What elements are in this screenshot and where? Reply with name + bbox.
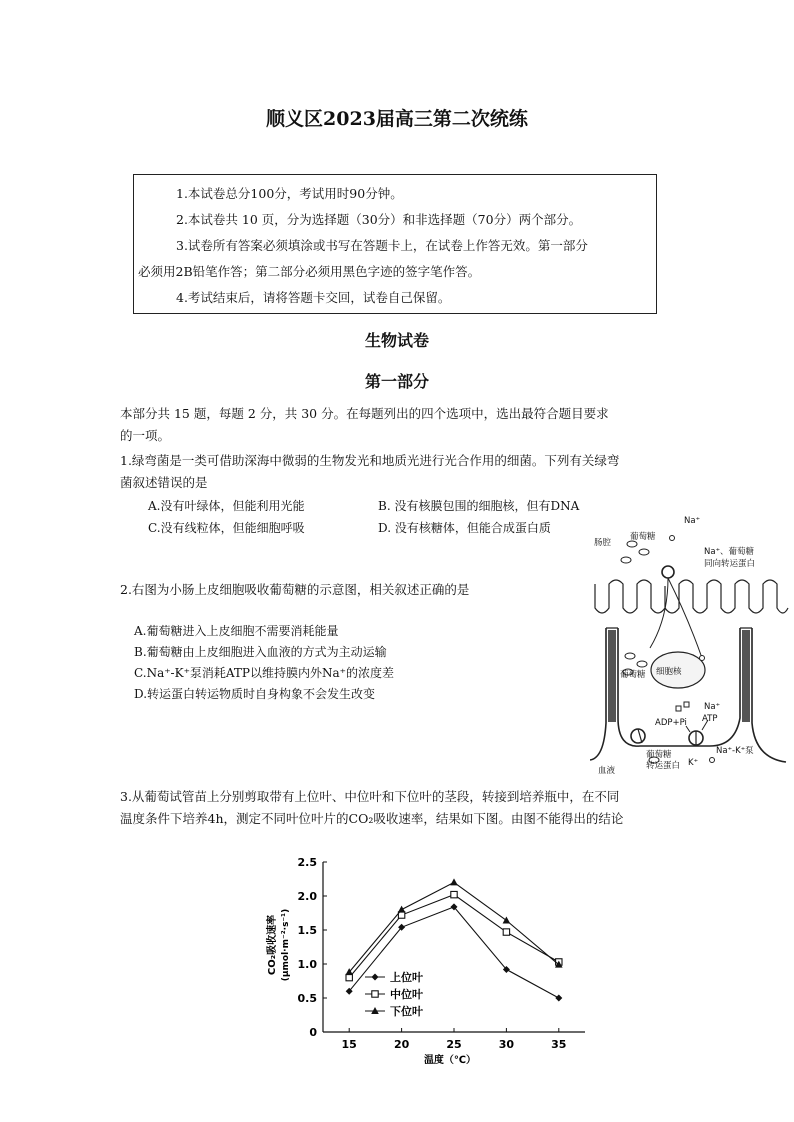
chart-point-triangle (503, 916, 511, 923)
chart-point-diamond (555, 995, 562, 1002)
chart-xlabel: 温度（℃） (423, 1055, 477, 1066)
label-glucose-mid: 葡萄糖 (620, 670, 646, 680)
chart-x-tick-label: 25 (446, 1038, 462, 1051)
q3-stem-2: 温度条件下培养4h，测定不同叶位叶片的CO₂吸收速率，结果如下图。由图不能得出的结论 (120, 811, 624, 826)
label-na-top: Na⁺ (684, 516, 701, 526)
chart-legend-label: 中位叶 (390, 988, 423, 1001)
chart-x-tick-label: 15 (341, 1038, 357, 1051)
label-pump: Na⁺-K⁺泵 (716, 746, 754, 756)
intro-line-2: 的一项。 (120, 428, 171, 443)
chart-y-tick-label: 1.5 (297, 924, 317, 937)
q2-option-c: C.Na⁺-K⁺泵消耗ATP以维持膜内外Na⁺的浓度差 (134, 666, 394, 680)
label-cotransporter-2: 同向转运蛋白 (704, 559, 756, 569)
chart-point-triangle (398, 906, 406, 913)
q3-stem-1: 3.从葡萄试管苗上分别剪取带有上位叶、中位叶和下位叶的茎段，转接到培养瓶中，在不同 (120, 789, 620, 804)
label-k: K⁺ (688, 758, 699, 768)
chart-x-tick-label: 20 (393, 1038, 410, 1051)
cell-diagram (590, 508, 790, 780)
chart-point-square (503, 929, 509, 935)
label-adp: ADP+Pi (655, 718, 687, 728)
chart-series-line (349, 907, 559, 998)
label-blood: 血液 (598, 766, 616, 776)
chart-ylabel: CO₂吸收速率 (267, 914, 278, 976)
notice-line-2: 2.本试卷共 10 页，分为选择题（30分）和非选择题（70分）两个部分。 (176, 212, 582, 227)
part-title: 第一部分 (364, 372, 429, 391)
q2-option-b: B.葡萄糖由上皮细胞进入血液的方式为主动运输 (134, 645, 387, 659)
q2-option-d: D.转运蛋白转运物质时自身构象不会发生改变 (134, 687, 376, 701)
chart-y-tick-label: 2.0 (297, 890, 317, 903)
chart-y-tick-label: 1.0 (297, 958, 317, 971)
notice-line-1: 1.本试卷总分100分，考试用时90分钟。 (176, 186, 403, 201)
q1-stem-2: 菌叙述错误的是 (120, 475, 208, 490)
chart-point-square (372, 991, 378, 997)
notice-box (133, 174, 657, 314)
chart-legend-label: 下位叶 (390, 1005, 423, 1018)
intro-line-1: 本部分共 15 题，每题 2 分，共 30 分。在每题列出的四个选项中，选出最符合题目要求 (120, 406, 609, 421)
label-intestine: 肠腔 (594, 538, 612, 548)
chart-y-tick-label: 0.5 (297, 992, 317, 1005)
q1-option-b: B. 没有核膜包围的细胞核，但有DNA (378, 499, 580, 513)
notice-line-4: 4.考试结束后，请将答题卡交回，试卷自己保留。 (176, 290, 451, 305)
page-title: 顺义区2023届高三第二次统练 (266, 108, 528, 130)
label-na-right: Na⁺ (704, 702, 721, 712)
chart-point-square (451, 891, 457, 897)
chart-yunit: (μmol·m⁻²·s⁻¹) (281, 908, 291, 982)
label-cotransporter-1: Na⁺、葡萄糖 (704, 547, 755, 557)
subject-title: 生物试卷 (364, 331, 429, 350)
chart-x-tick-label: 35 (551, 1038, 567, 1051)
q1-stem-1: 1.绿弯菌是一类可借助深海中微弱的生物发光和地质光进行光合作用的细菌。下列有关绿弯 (120, 453, 620, 468)
chart-x-tick-label: 30 (498, 1038, 515, 1051)
notice-line-3b: 必须用2B铅笔作答；第二部分必须用黑色字迹的签字笔作答。 (138, 264, 481, 279)
q1-option-a: A.没有叶绿体，但能利用光能 (148, 499, 305, 513)
notice-line-3: 3.试卷所有答案必须填涂或书写在答题卡上，在试卷上作答无效。第一部分 (176, 238, 588, 253)
label-atp: ATP (702, 714, 718, 724)
chart-point-diamond (372, 974, 379, 981)
q1-option-d: D. 没有核糖体，但能合成蛋白质 (378, 521, 551, 535)
label-nucleus: 细胞核 (656, 667, 682, 677)
label-transporter-1: 葡萄糖 (646, 750, 672, 760)
q1-option-c: C.没有线粒体，但能细胞呼吸 (148, 521, 305, 535)
chart-point-triangle (450, 878, 458, 885)
chart-y-tick-label: 0 (309, 1026, 317, 1039)
chart-legend-label: 上位叶 (390, 971, 423, 984)
label-glucose-top: 葡萄糖 (630, 532, 656, 542)
label-transporter-2: 转运蛋白 (646, 761, 681, 771)
chart-point-square (346, 974, 352, 980)
q2-option-a: A.葡萄糖进入上皮细胞不需要消耗能量 (134, 624, 339, 638)
chart-y-tick-label: 2.5 (297, 856, 317, 869)
q2-stem: 2.右图为小肠上皮细胞吸收葡萄糖的示意图，相关叙述正确的是 (120, 582, 470, 597)
co2-rate-chart (255, 845, 595, 1070)
